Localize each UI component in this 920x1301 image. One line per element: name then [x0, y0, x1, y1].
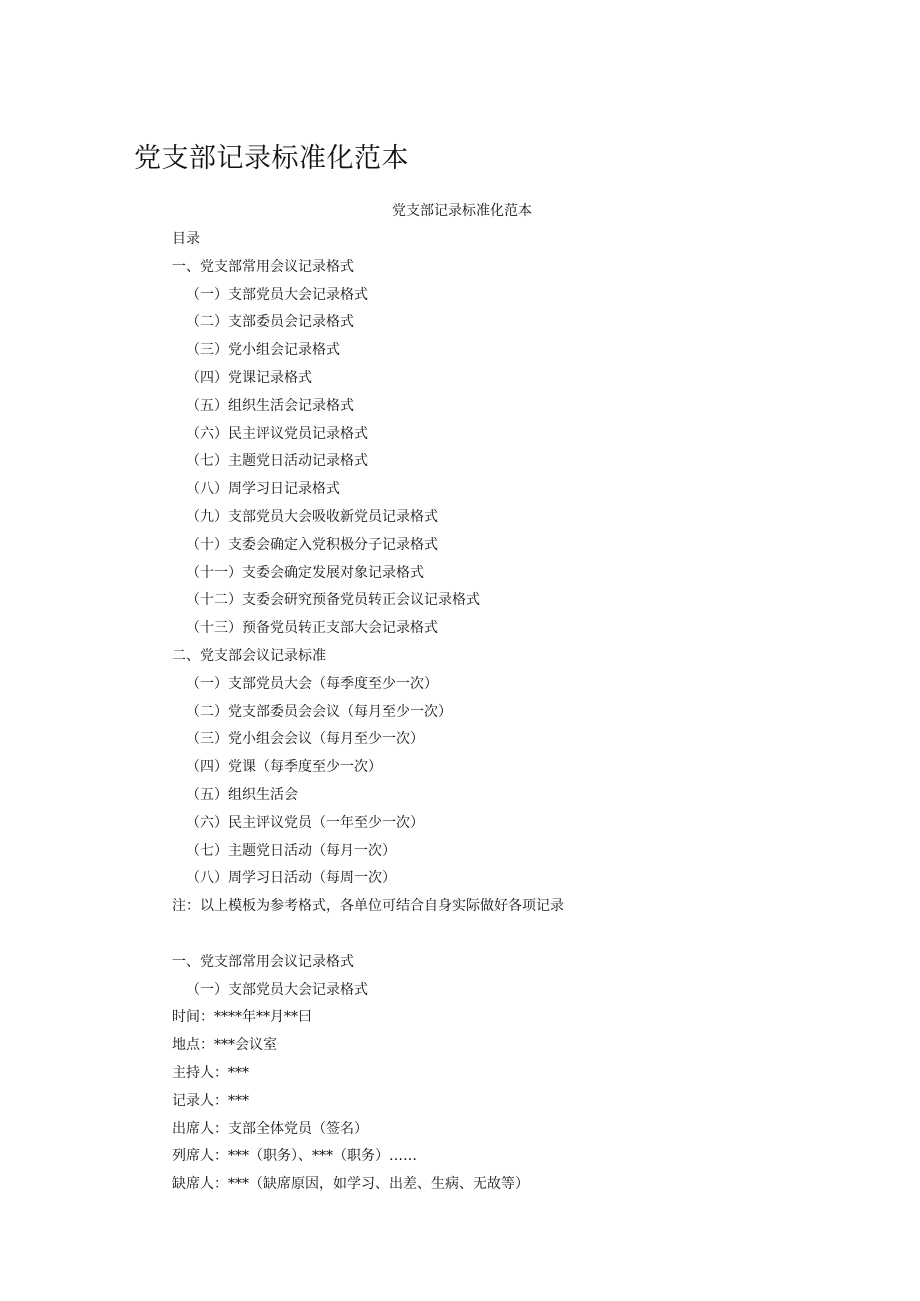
- toc-item: （八）周学习日活动（每周一次）: [186, 870, 396, 887]
- record-field-observers: 列席人：***（职务）、***（职务）……: [172, 1148, 417, 1165]
- toc-item: （三）党小组会记录格式: [186, 342, 340, 359]
- toc-item: （六）民主评议党员（一年至少一次）: [186, 814, 424, 831]
- toc-item: （七）主题党日活动记录格式: [186, 453, 368, 470]
- toc-item: （四）党课记录格式: [186, 369, 312, 386]
- record-field-host: 主持人：***: [172, 1064, 249, 1081]
- toc-item: （一）支部党员大会（每季度至少一次）: [186, 675, 438, 692]
- toc-item: （六）民主评议党员记录格式: [186, 425, 368, 442]
- body-subsection-heading: （一）支部党员大会记录格式: [186, 981, 368, 998]
- toc-item: （四）党课（每季度至少一次）: [186, 759, 382, 776]
- toc-item: （五）组织生活会: [186, 786, 298, 803]
- toc-item: （七）主题党日活动（每月一次）: [186, 842, 396, 859]
- record-field-location: 地点：***会议室: [172, 1037, 277, 1054]
- toc-item: （十一）支委会确定发展对象记录格式: [186, 564, 424, 581]
- toc-section1-heading: 一、党支部常用会议记录格式: [172, 258, 354, 275]
- toc-item: （一）支部党员大会记录格式: [186, 286, 368, 303]
- toc-item: （八）周学习日记录格式: [186, 481, 340, 498]
- toc-item: （十二）支委会研究预备党员转正会议记录格式: [186, 592, 480, 609]
- record-field-absentees: 缺席人：***（缺席原因，如学习、出差、生病、无故等）: [172, 1176, 529, 1193]
- toc-label: 目录: [172, 231, 200, 247]
- document-title: 党支部记录标准化范本: [134, 143, 409, 174]
- toc-item: （五）组织生活会记录格式: [186, 397, 354, 414]
- toc-section2-heading: 二、党支部会议记录标准: [172, 647, 326, 664]
- toc-item: （三）党小组会会议（每月至少一次）: [186, 731, 424, 748]
- toc-item: （十）支委会确定入党积极分子记录格式: [186, 536, 438, 553]
- toc-item: （九）支部党员大会吸收新党员记录格式: [186, 508, 438, 525]
- blank-line: [172, 923, 812, 951]
- record-field-attendees: 出席人：支部全体党员（签名）: [172, 1120, 368, 1137]
- body-section-heading: 一、党支部常用会议记录格式: [172, 953, 354, 970]
- document-body: [172, 228, 812, 1201]
- document-subtitle: 党支部记录标准化范本: [392, 203, 532, 219]
- toc-item: （二）支部委员会记录格式: [186, 314, 354, 331]
- toc-note: 注：以上模板为参考格式，各单位可结合自身实际做好各项记录: [172, 898, 564, 915]
- record-field-time: 时间：****年**月**曰: [172, 1009, 312, 1026]
- record-field-recorder: 记录人：***: [172, 1092, 249, 1109]
- toc-item: （二）党支部委员会会议（每月至少一次）: [186, 703, 452, 720]
- toc-item: （十三）预备党员转正支部大会记录格式: [186, 620, 438, 637]
